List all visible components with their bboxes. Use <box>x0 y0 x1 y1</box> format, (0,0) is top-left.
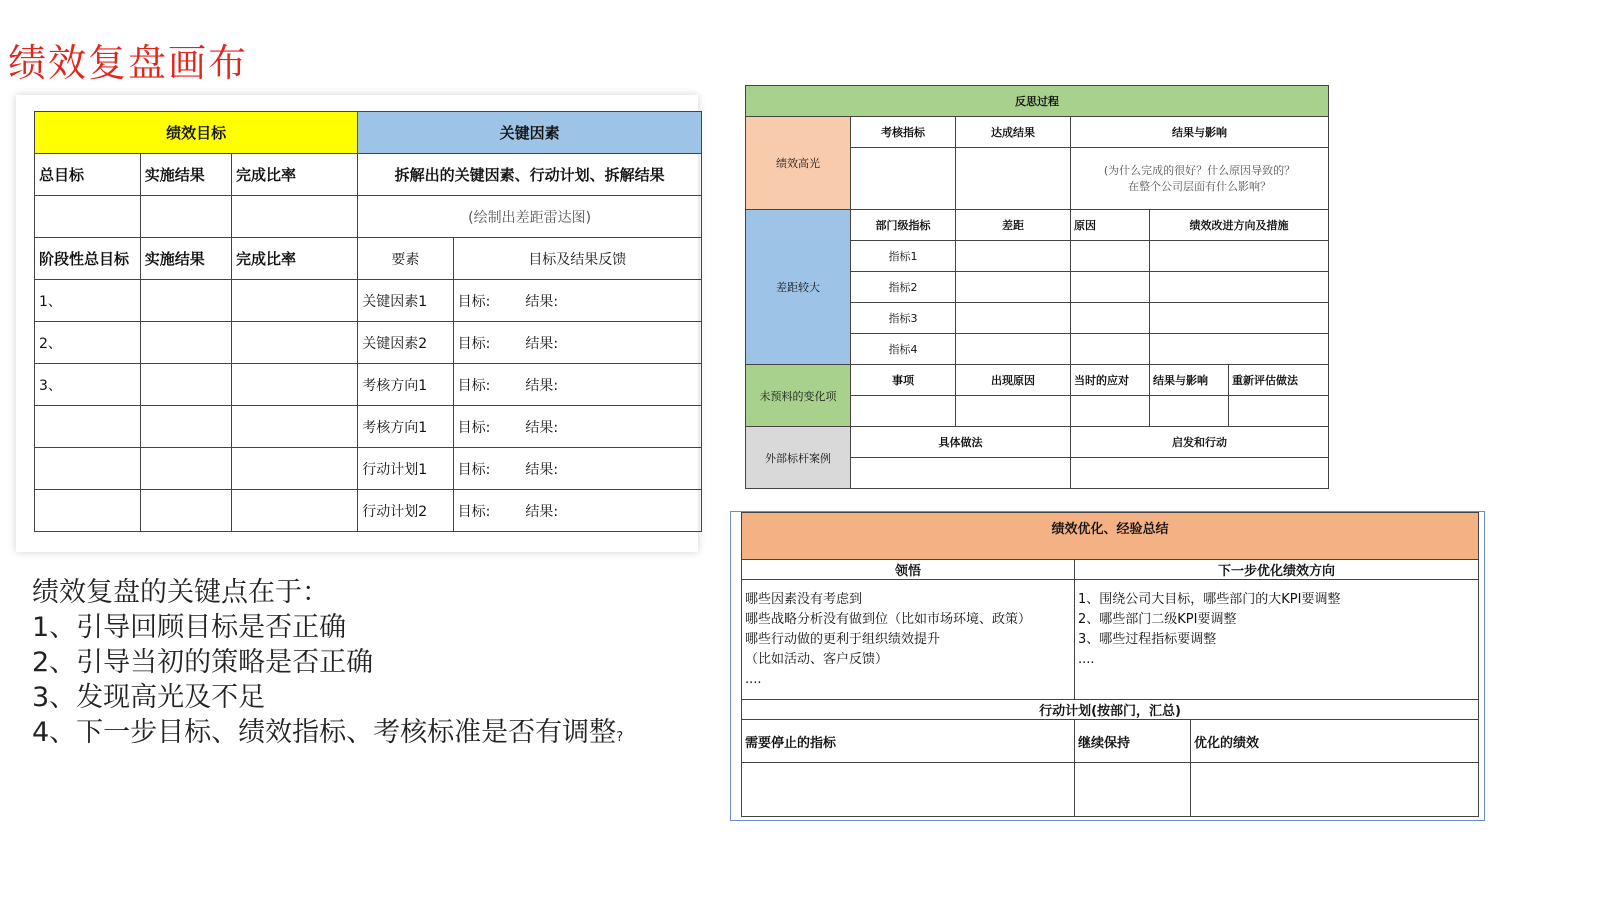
insight-label: 领悟 <box>742 560 1075 580</box>
row-factor: 行动计划1 <box>358 448 453 490</box>
empty-cell <box>232 196 358 238</box>
empty-cell <box>35 196 141 238</box>
metric-item: 指标4 <box>851 334 956 365</box>
decompose-label: 拆解出的关键因素、行动计划、拆解结果 <box>358 154 702 196</box>
row-index: 3、 <box>35 364 141 406</box>
plan-label: 行动计划(按部门，汇总) <box>742 700 1479 720</box>
row-factor: 考核方向1 <box>358 406 453 448</box>
optimization-header: 绩效优化、经验总结 <box>742 513 1479 560</box>
table-row <box>35 448 702 490</box>
metric-item: 指标2 <box>851 272 956 303</box>
row-factor: 关键因素2 <box>358 322 453 364</box>
next-label: 下一步优化绩效方向 <box>1075 560 1479 580</box>
metric-item: 指标1 <box>851 241 956 272</box>
reflection-table <box>745 85 1329 489</box>
empty-cell <box>140 196 231 238</box>
key-point-item: 4、下一步目标、绩效指标、考核标准是否有调整? <box>32 717 624 748</box>
impact-label: 结果与影响 <box>1071 117 1329 148</box>
radar-note: (绘制出差距雷达图) <box>358 196 702 238</box>
row-index: 1、 <box>35 280 141 322</box>
factor-header: 关键因素 <box>358 112 702 154</box>
result-label: 实施结果 <box>140 154 231 196</box>
table-row <box>35 406 702 448</box>
page-title: 绩效复盘画布 <box>8 41 249 85</box>
benchmark-label: 外部标杆案例 <box>746 427 851 489</box>
optimization-table-frame <box>730 511 1485 821</box>
optimize-label: 优化的绩效 <box>1191 720 1479 763</box>
goal-factor-table <box>34 111 702 532</box>
element-label: 要素 <box>358 238 453 280</box>
stop-label: 需要停止的指标 <box>742 720 1075 763</box>
matter-label: 事项 <box>851 365 956 396</box>
highlight-label: 绩效高光 <box>746 117 851 210</box>
goal-factor-table-card <box>16 95 698 552</box>
metric-item: 指标3 <box>851 303 956 334</box>
key-point-item: 1、引导回顾目标是否正确 <box>32 612 347 643</box>
row-feedback: 目标: 结果: <box>453 490 701 532</box>
inspire-label: 启发和行动 <box>1071 427 1329 458</box>
reflection-header: 反思过程 <box>746 86 1329 117</box>
row-factor: 行动计划2 <box>358 490 453 532</box>
key-points <box>32 575 623 755</box>
practice-label: 具体做法 <box>851 427 1071 458</box>
response-label: 当时的应对 <box>1071 365 1150 396</box>
cause-label: 出现原因 <box>956 365 1071 396</box>
table-row <box>35 490 702 532</box>
row-index: 2、 <box>35 322 141 364</box>
goal-header: 绩效目标 <box>35 112 358 154</box>
assess-label: 考核指标 <box>851 117 956 148</box>
row-factor: 考核方向1 <box>358 364 453 406</box>
table-row <box>35 322 702 364</box>
gap-large-label: 差距较大 <box>746 210 851 365</box>
row-feedback: 目标: 结果: <box>453 406 701 448</box>
achieved-label: 达成结果 <box>956 117 1071 148</box>
key-point-item: 3、发现高光及不足 <box>32 682 266 713</box>
improve-label: 绩效改进方向及措施 <box>1150 210 1329 241</box>
row-index <box>35 490 141 532</box>
rate2-label: 完成比率 <box>232 238 358 280</box>
table-row <box>35 364 702 406</box>
stage-goal-label: 阶段性总目标 <box>35 238 141 280</box>
keep-label: 继续保持 <box>1075 720 1191 763</box>
unexpected-label: 未预料的变化项 <box>746 365 851 427</box>
row-feedback: 目标: 结果: <box>453 280 701 322</box>
dept-metric-label: 部门级指标 <box>851 210 956 241</box>
row-feedback: 目标: 结果: <box>453 322 701 364</box>
insight-list: 哪些因素没有考虑到 哪些战略分析没有做到位（比如市场环境、政策） 哪些行动做的更利于组织绩效提升 （比如活动、客户反馈） .... <box>742 580 1075 700</box>
key-points-heading: 绩效复盘的关键点在于： <box>32 577 329 608</box>
next-list: 1、围绕公司大目标，哪些部门的大KPI要调整 2、哪些部门二级KPI要调整 3、哪些过程指标要调整 .... <box>1075 580 1479 700</box>
gap-label: 差距 <box>956 210 1071 241</box>
key-point-item: 2、引导当初的策略是否正确 <box>32 647 374 678</box>
row-feedback: 目标: 结果: <box>453 364 701 406</box>
row-factor: 关键因素1 <box>358 280 453 322</box>
impact-question: (为什么完成的很好？什么原因导致的？ 在整个公司层面有什么影响？ <box>1071 148 1329 210</box>
result-impact-label: 结果与影响 <box>1150 365 1229 396</box>
row-index <box>35 448 141 490</box>
total-goal-label: 总目标 <box>35 154 141 196</box>
optimization-table <box>741 512 1479 817</box>
result2-label: 实施结果 <box>140 238 231 280</box>
rate-label: 完成比率 <box>232 154 358 196</box>
row-feedback: 目标: 结果: <box>453 448 701 490</box>
row-index <box>35 406 141 448</box>
reason-label: 原因 <box>1071 210 1150 241</box>
table-row <box>35 280 702 322</box>
reassess-label: 重新评估做法 <box>1229 365 1329 396</box>
feedback-label: 目标及结果反馈 <box>453 238 701 280</box>
